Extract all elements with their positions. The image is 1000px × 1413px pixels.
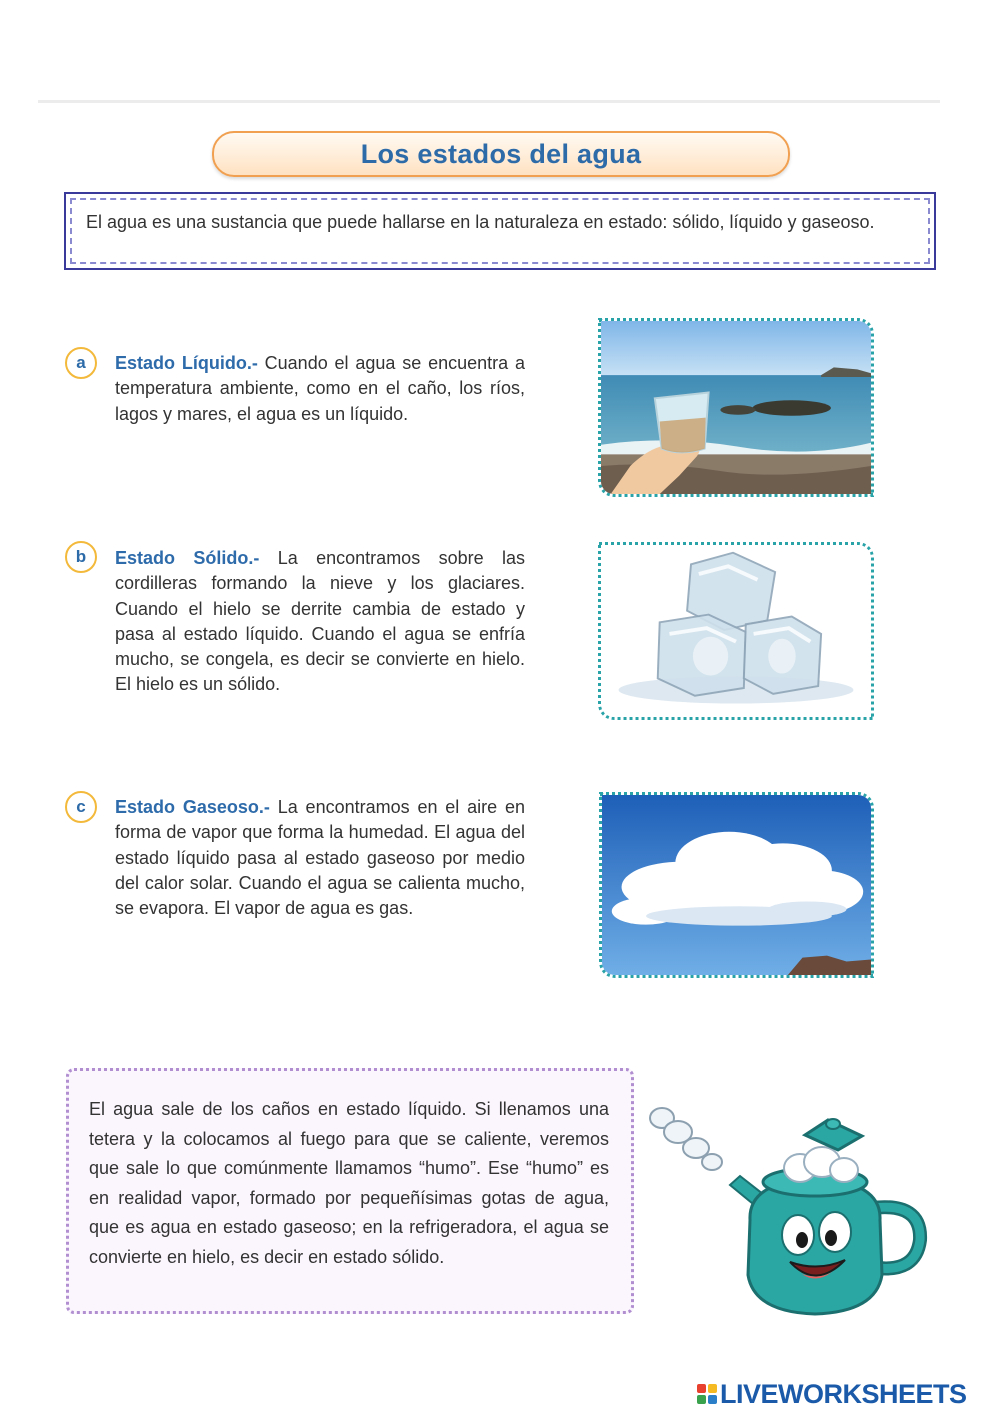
top-divider [38,100,940,103]
state-liquid-body: Cuando el agua se encuentra a temperatura ambiente, como en el caño, los ríos, lagos y mares, el agua es un líquido. [115,353,525,424]
note-text: El agua sale de los caños en estado líquido. Si llenamos una tetera y la colocamos al fuego para que se caliente, veremos que sale lo que comúnmente llamamos “humo”. Ese “humo” es en realidad vapor, formado por pequeñísimas gotas de agua, que es agua en estado gaseoso; en la refrigeradora, el agua se convierte en hielo, es decir en estado sólido. [89,1099,609,1267]
brand-name: LIVEWORKSHEETS [720,1378,967,1409]
solid-photo [598,542,874,720]
state-gas-text [115,795,525,921]
liquid-photo [598,318,874,497]
brand-watermark [697,1378,997,1410]
badge-b: b [65,541,97,573]
page-title: Los estados del agua [360,138,642,169]
gas-photo [599,792,874,978]
state-solid-body: La encontramos sobre las cordilleras formando la nieve y los glaciares. Cuando el hielo se derrite cambia de estado y pasa al estado líquido. Cuando el agua se enfría mucho, se congela, es decir se convierte en hielo. El hielo es un sólido. [115,548,525,695]
intro-box [64,192,936,270]
badge-a: a [65,347,97,379]
state-liquid-text [115,351,525,427]
state-liquid-heading: Estado Líquido.- [115,353,258,373]
note-box [66,1068,634,1314]
state-gas-heading: Estado Gaseoso.- [115,797,270,817]
kettle-illustration [640,1090,940,1320]
state-solid-heading: Estado Sólido.- [115,548,260,568]
intro-text: El agua es una sustancia que puede hallarse en la naturaleza en estado: sólido, líquido y gaseoso. [86,212,875,232]
badge-c: c [65,791,97,823]
title-banner [212,131,790,177]
state-gas-body: La encontramos en el aire en forma de vapor que forma la humedad. El agua del estado líquido pasa al estado gaseoso por medio del calor solar. Cuando el agua se calienta mucho, se evapora. El vapor de agua es gas. [115,797,525,919]
state-solid-text [115,546,525,698]
brand-logo-icon [697,1384,717,1404]
